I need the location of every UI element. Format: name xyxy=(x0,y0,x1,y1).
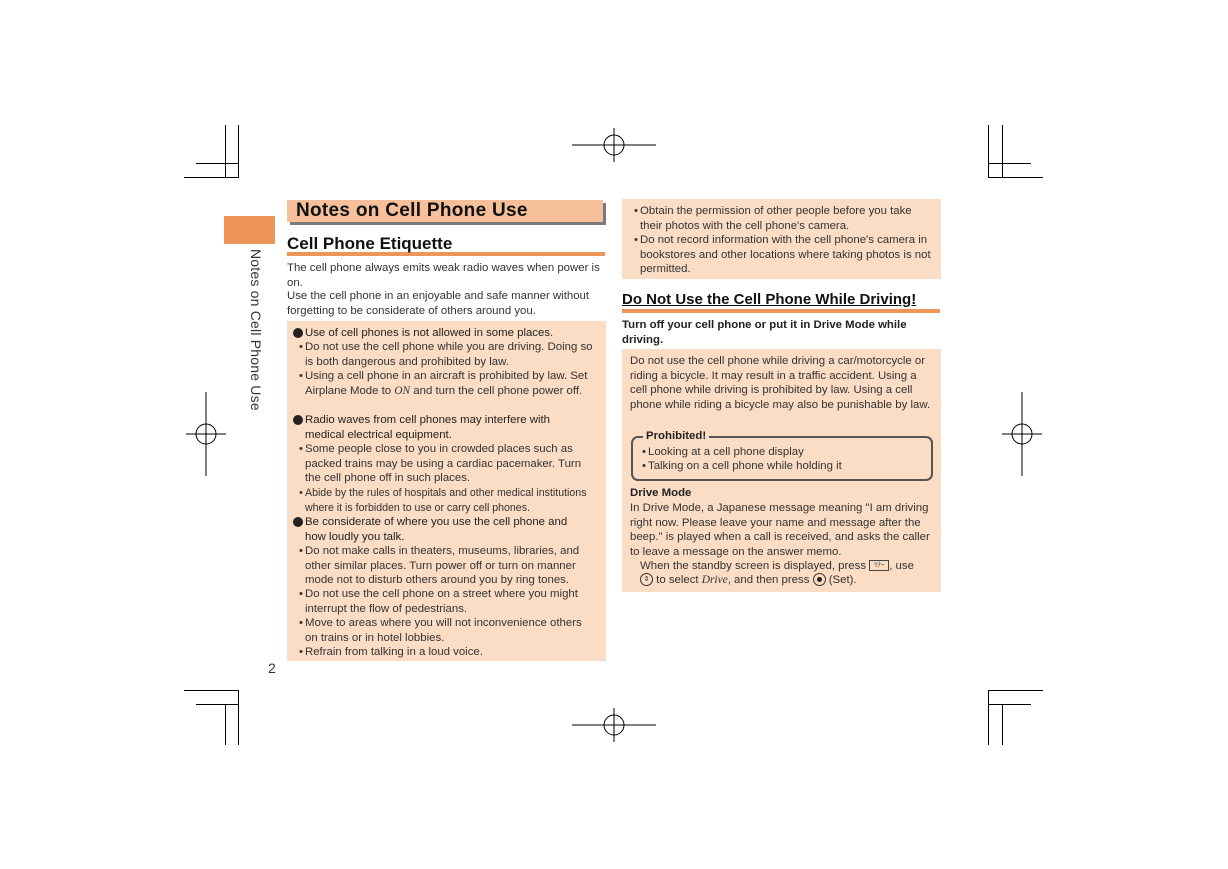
crop-mark xyxy=(988,177,1043,178)
crop-mark xyxy=(238,125,239,178)
list-item: • Do not use the cell phone on a street where you might interrupt the flow of pedestrians. xyxy=(299,588,578,615)
list-item: • Some people close to you in crowded places such as packed trains may be using a cardiac pacemaker. Turn the cell phone off in such places. xyxy=(299,443,582,484)
registration-mark xyxy=(572,708,656,742)
crop-mark xyxy=(196,163,239,164)
drive-mode-title: Drive Mode xyxy=(630,487,692,499)
crop-mark xyxy=(184,177,239,178)
list-item: • Move to areas where you will not inconvenience others on trains or in hotel lobbies. xyxy=(299,617,582,644)
page-number: 2 xyxy=(268,660,276,676)
bullet-dot xyxy=(293,415,303,425)
section-title-driving: Do Not Use the Cell Phone While Driving! xyxy=(622,291,940,313)
registration-mark xyxy=(1002,392,1042,476)
manner-key-icon: ﾏﾅｰ xyxy=(869,560,889,571)
list-item: • Refrain from talking in a loud voice. xyxy=(299,646,483,658)
registration-mark xyxy=(572,128,656,162)
crop-mark xyxy=(196,704,239,705)
page-title xyxy=(287,200,603,222)
chapter-tab xyxy=(224,216,275,244)
navigation-key-icon: ⇕ xyxy=(640,573,653,586)
crop-mark xyxy=(184,690,239,691)
crop-mark xyxy=(1002,704,1003,745)
page-title-text: Notes on Cell Phone Use xyxy=(296,200,528,221)
bullet-dot xyxy=(293,517,303,527)
crop-mark xyxy=(988,125,989,178)
list-item: • Do not use the cell phone while you are driving. Doing so is both dangerous and prohibited by law. xyxy=(299,341,593,368)
crop-mark xyxy=(225,704,226,745)
crop-mark xyxy=(988,690,989,745)
section-title-etiquette: Cell Phone Etiquette xyxy=(287,234,605,256)
chapter-side-label: Notes on Cell Phone Use xyxy=(248,249,264,411)
registration-mark xyxy=(186,392,226,476)
driving-body: Do not use the cell phone while driving a car/motorcycle or riding a bicycle. It may result in a traffic accident. Using a cell phone while driving is prohibited by law. Using a cell phone while riding a bicycle may also be punishable by law. xyxy=(630,355,931,411)
drive-mode-step-2: ⇕ to select Drive, and then press (Set). xyxy=(640,573,936,588)
etiquette-intro-1: The cell phone always emits weak radio waves when power is on. xyxy=(287,262,600,289)
prohibited-title: Prohibited! xyxy=(643,430,709,442)
center-key-icon xyxy=(813,573,826,586)
crop-mark xyxy=(988,690,1043,691)
list-item: • Abide by the rules of hospitals and other medical institutions where it is forbidden to use or carry cell phones. xyxy=(299,487,587,514)
drive-mode-body: In Drive Mode, a Japanese message meaning "I am driving right now. Please leave your name and message after the beep." is played when a call is received, and asks the caller to leave a message on the answer memo. xyxy=(630,502,930,558)
list-item: • Using a cell phone in an aircraft is prohibited by law. Set Airplane Mode to ON and turn the cell phone power off. xyxy=(299,370,588,397)
list-item: • Do not record information with the cell phone's camera in bookstores and other locations where taking photos is not permitted. xyxy=(634,234,931,275)
list-item: • Talking on a cell phone while holding it xyxy=(642,460,842,472)
crop-mark xyxy=(988,163,1031,164)
crop-mark xyxy=(238,690,239,745)
etiquette-intro-2: Use the cell phone in an enjoyable and safe manner without forgetting to be considerate of others around you. xyxy=(287,290,590,317)
list-item: • Obtain the permission of other people before you take their photos with the cell phone's camera. xyxy=(634,205,912,232)
drive-mode-step-1: When the standby screen is displayed, press ﾏﾅｰ , use xyxy=(640,560,914,572)
driving-subtitle: Turn off your cell phone or put it in Drive Mode while driving. xyxy=(622,319,907,346)
list-item: • Looking at a cell phone display xyxy=(642,446,804,458)
bullet-dot xyxy=(293,328,303,338)
crop-mark xyxy=(1002,125,1003,177)
crop-mark xyxy=(225,125,226,177)
crop-mark xyxy=(988,704,1031,705)
list-item: • Do not make calls in theaters, museums, libraries, and other similar places. Turn power off or turn on manner mode not to disturb others around you by ring tones. xyxy=(299,545,580,586)
